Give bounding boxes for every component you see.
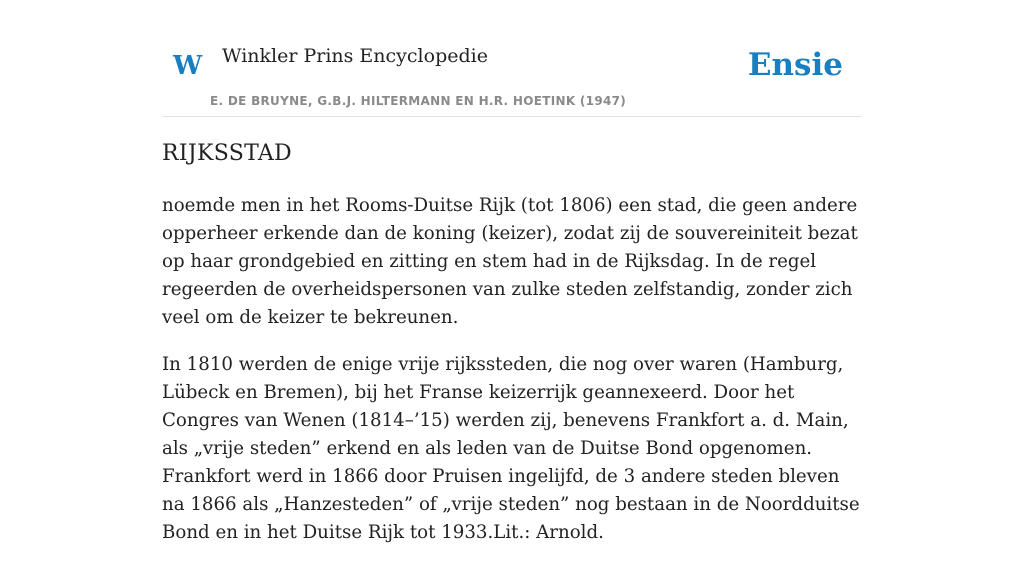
encyclopedia-authors: E. DE BRUYNE, G.B.J. HILTERMANN EN H.R. HOETINK (1947) <box>210 94 627 108</box>
encyclopedia-title[interactable]: Winkler Prins Encyclopedie <box>222 45 488 67</box>
article-body <box>162 192 864 566</box>
article-headword: RIJKSSTAD <box>162 141 292 166</box>
article-paragraph: noemde men in het Rooms-Duitse Rijk (tot 1806) een stad, die geen andere opperheer erkende dan de koning (keizer), zodat zij de souvereiniteit bezat op haar grondgebied en zitting en stem had in de Rijksdag. In de regel regeerden de overheidspersonen van zulke steden zelfstandig, zonder zich veel om de keizer te bekreunen. <box>162 195 858 328</box>
ensie-brand-logo[interactable]: Ensie <box>747 47 843 83</box>
site-header <box>162 0 862 117</box>
winkler-prins-logo[interactable]: W <box>173 51 203 81</box>
article-paragraph: In 1810 werden de enige vrije rijkssteden, die nog over waren (Hamburg, Lübeck en Bremen), bij het Franse keizerrijk geannexeerd. Door het Congres van Wenen (1814–’15) werden zij, benevens Frankfort a. d. Main, als „vrije steden” erkend en als leden van de Duitse Bond opgenomen. Frankfort werd in 1866 door Pruisen ingelijfd, de 3 andere steden bleven na 1866 als „Hanzesteden” of „vrije steden” nog bestaan in de Noordduitse Bond en in het Duitse Rijk tot 1933.Lit.: Arnold. <box>162 354 860 543</box>
